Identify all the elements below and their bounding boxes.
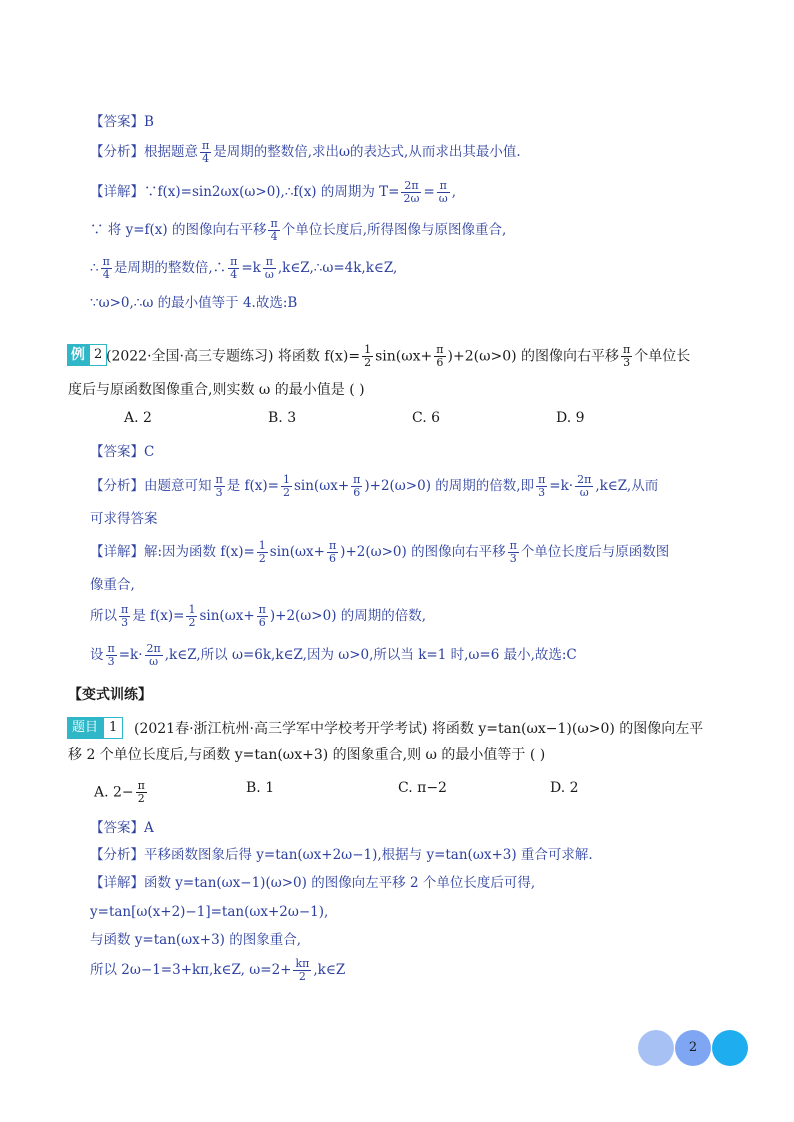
option-a: A. 2− $\frac{\pi}{2}$ (94, 779, 145, 805)
option-b: B. 3 (268, 410, 297, 426)
example-question-line-1: (2022·全国·高三专题练习) 将函数 f(x)= $\frac{1}{2}$ sin(ωx+ $\frac{\pi}{6}$ )+2(ω>0) 的图像向右平移 $\frac{\pi}{3}$ 个单位长 (106, 343, 691, 369)
detail-line-2: 像重合, (90, 577, 135, 593)
variant-question-line-1: (2021春·浙江杭州·高三学军中学校考开学考试) 将函数 y=tan(ωx−1)(ω>0) 的图像向左平 (134, 721, 704, 737)
option-d: D. 9 (556, 410, 585, 426)
analysis-line: 【分析】由题意可知 $\frac{\pi}{3}$ 是 f(x)= $\frac{1}{2}$ sin(ωx+ $\frac{\pi}{6}$ )+2(ω>0) 的周期的倍数,即 $\frac{\pi}{3}$ =k· $\frac{2\pi}{\omega}$ ,k∈Z,从而 (90, 473, 659, 499)
analysis-line-2: 可求得答案 (90, 511, 158, 527)
option-c: C. 6 (412, 410, 441, 426)
detail-line-3: 所以 $\frac{\pi}{3}$ 是 f(x)= $\frac{1}{2}$ sin(ωx+ $\frac{\pi}{6}$ )+2(ω>0) 的周期的倍数, (90, 603, 427, 629)
detail-line-4: 所以 2ω−1=3+kπ,k∈Z, ω=2+ $\frac{k\pi}{2}$ ,k∈Z (90, 957, 346, 983)
option-a: A. 2 (124, 410, 152, 426)
detail-line-2: ∵ 将 y=f(x) 的图像向右平移 $\frac{\pi}{4}$ 个单位长度后,所得图像与原图像重合, (90, 217, 507, 243)
answer-line: 【答案】A (90, 820, 154, 836)
detail-line-2: y=tan[ω(x+2)−1]=tan(ωx+2ω−1), (90, 904, 329, 920)
analysis-line: 【分析】根据题意 $\frac{\pi}{4}$ 是周期的整数倍,求出ω的表达式,从而求出其最小值. (90, 139, 521, 165)
detail-line-1: 【详解】解:因为函数 f(x)= $\frac{1}{2}$ sin(ωx+ $\frac{\pi}{6}$ )+2(ω>0) 的图像向右平移 $\frac{\pi}{3}$ 个单位长度后与原函数图 (90, 539, 670, 565)
answer-line: 【答案】B (90, 114, 154, 130)
option-d: D. 2 (550, 780, 579, 796)
detail-line-1: 【详解】∵f(x)=sin2ωx(ω>0),∴f(x) 的周期为 T= $\frac{2\pi}{2\omega}$ = $\frac{\pi}{\omega}$ , (90, 179, 457, 205)
detail-line-4: 设 $\frac{\pi}{3}$ =k· $\frac{2\pi}{\omega}$ ,k∈Z,所以 ω=6k,k∈Z,因为 ω>0,所以当 k=1 时,ω=6 最小,故选:C (90, 642, 577, 668)
analysis-line: 【分析】平移函数图象后得 y=tan(ωx+2ω−1),根据与 y=tan(ωx+3) 重合可求解. (90, 847, 593, 863)
detail-line-4: ∵ω>0,∴ω 的最小值等于 4.故选:B (90, 295, 298, 311)
detail-line-1: 【详解】函数 y=tan(ωx−1)(ω>0) 的图像向左平移 2 个单位长度后可得, (90, 875, 536, 891)
decor-circle (638, 1030, 674, 1066)
example-question-line-2: 度后与原函数图像重合,则实数 ω 的最小值是 ( ) (68, 382, 365, 398)
variant-question-line-2: 移 2 个单位长度后,与函数 y=tan(ωx+3) 的图象重合,则 ω 的最小值等于 ( ) (68, 747, 546, 763)
option-c: C. π−2 (398, 780, 447, 796)
example-badge: 例 2 (67, 344, 107, 366)
fraction: $\frac{\pi}{4}$ (202, 139, 210, 165)
section-title: 【变式训练】 (68, 687, 152, 703)
answer-line: 【答案】C (90, 444, 155, 460)
option-b: B. 1 (246, 780, 275, 796)
question-badge: 题目 1 (67, 717, 123, 739)
detail-line-3: ∴ $\frac{\pi}{4}$ 是周期的整数倍,∴ $\frac{\pi}{4}$ =k $\frac{\pi}{\omega}$ ,k∈Z,∴ω=4k,k∈Z, (90, 255, 398, 281)
page-number: 2 (688, 1040, 698, 1055)
page-indicator (638, 1030, 750, 1066)
decor-circle (712, 1030, 748, 1066)
detail-line-3: 与函数 y=tan(ωx+3) 的图象重合, (90, 932, 302, 948)
